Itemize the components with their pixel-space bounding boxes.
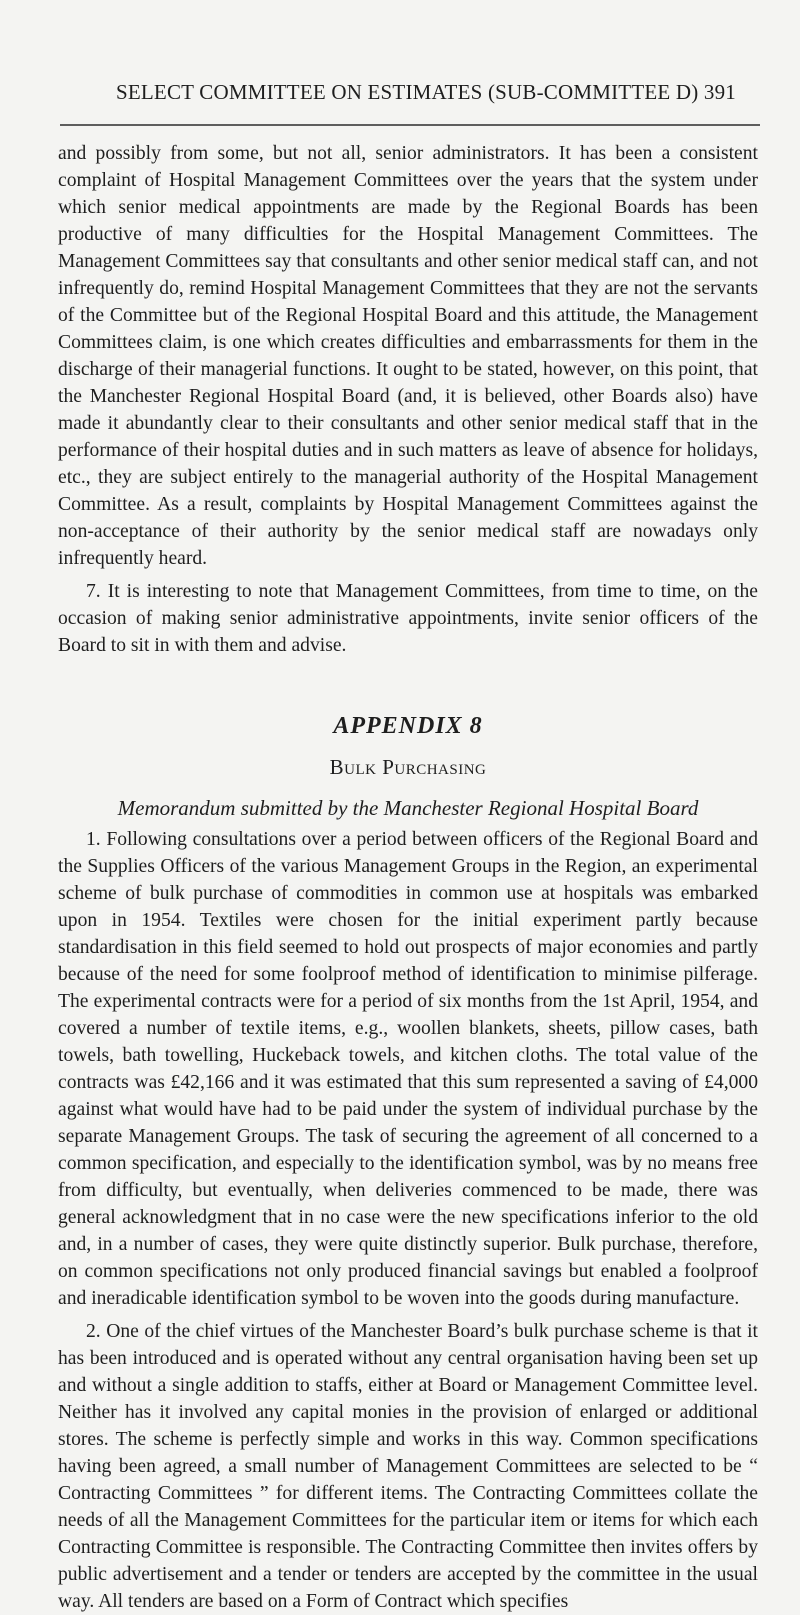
running-header — [116, 80, 736, 105]
paragraph-7: 7. It is interesting to note that Management Committees, from time to time, on the occasion of making senior administrative appointments, invite senior officers of the Board to sit in with them and advise. — [58, 581, 758, 656]
paragraph-continued: and possibly from some, but not all, senior administrators. It has been a consistent complaint of Hospital Management Committees over the years that the system under which senior medical appointments are made by the Regional Boards has been productive of many difficulties for the Hospital Management Committees. The Management Committees say that consultants and other senior medical staff can, and not infrequently do, remind Hospital Management Committees that they are not the servants of the Committee but of the Regional Hospital Board and this attitude, the Management Committees claim, is one which creates difficulties and embarrassments for them in the discharge of their managerial functions. It ought to be stated, however, on this point, that the Manchester Regional Hospital Board (and, it is believed, other Boards also) have made it abundantly clear to their consultants and other senior medical staff that in the performance of their hospital duties and in such matters as leave of absence for holidays, etc., they are subject entirely to the managerial authority of the Hospital Management Committee. As a result, complaints by Hospital Management Committees against the non-acceptance of their authority by the senior medical staff are nowadays only infrequently heard. — [58, 143, 758, 569]
document-body — [58, 140, 758, 1615]
appendix-heading: APPENDIX 8 — [333, 713, 483, 739]
header-title: SELECT COMMITTEE ON ESTIMATES (SUB-COMMITTEE D) — [116, 80, 699, 104]
memorandum-line: Memorandum submitted by the Manchester Regional Hospital Board — [117, 796, 699, 820]
appendix-subtitle: Bulk Purchasing — [329, 755, 487, 779]
header-rule — [60, 124, 760, 126]
appendix-paragraph-1: 1. Following consultations over a period between officers of the Regional Board and the Supplies Officers of the various Management Groups in the Region, an experimental scheme of bulk purchase of commodities in common use at hospitals was embarked upon in 1954. Textiles were chosen for the initial experiment partly because standardisation in this field seemed to hold out prospects of major economies and partly because of the need for some foolproof method of identification to minimise pilferage. The experimental contracts were for a period of six months from the 1st April, 1954, and covered a number of textile items, e.g., woollen blankets, sheets, pillow cases, bath towels, bath towelling, Huckeback towels, and kitchen cloths. The total value of the contracts was £42,166 and it was estimated that this sum represented a saving of £4,000 against what would have had to be paid under the system of individual purchase by the separate Management Groups. The task of securing the agreement of all concerned to a common specification, and especially to the identification symbol, was by no means free from difficulty, but eventually, when deliveries commenced to be made, there was general acknowledgment that in no case were the new specifications inferior to the old and, in a number of cases, they were quite distinctly superior. Bulk purchase, therefore, on common specifications not only produced financial savings but enabled a foolproof and ineradicable identification symbol to be woven into the goods during manufacture. — [58, 829, 758, 1309]
appendix-paragraph-2: 2. One of the chief virtues of the Manchester Board’s bulk purchase scheme is that it has been introduced and is operated without any central organisation having been set up and without a single addition to staffs, either at Board or Management Committee level. Neither has it involved any capital monies in the provision of enlarged or additional stores. The scheme is perfectly simple and works in this way. Common specifications having been agreed, a small number of Management Committees are selected to be “ Contracting Committees ” for different items. The Contracting Committees collate the needs of all the Management Committees for the particular item or items for which each Contracting Committee is responsible. The Contracting Committee then invites offers by public advertisement and a tender or tenders are accepted by the committee in the usual way. All tenders are based on a Form of Contract which specifies — [58, 1321, 758, 1612]
page-number: 391 — [703, 80, 736, 104]
